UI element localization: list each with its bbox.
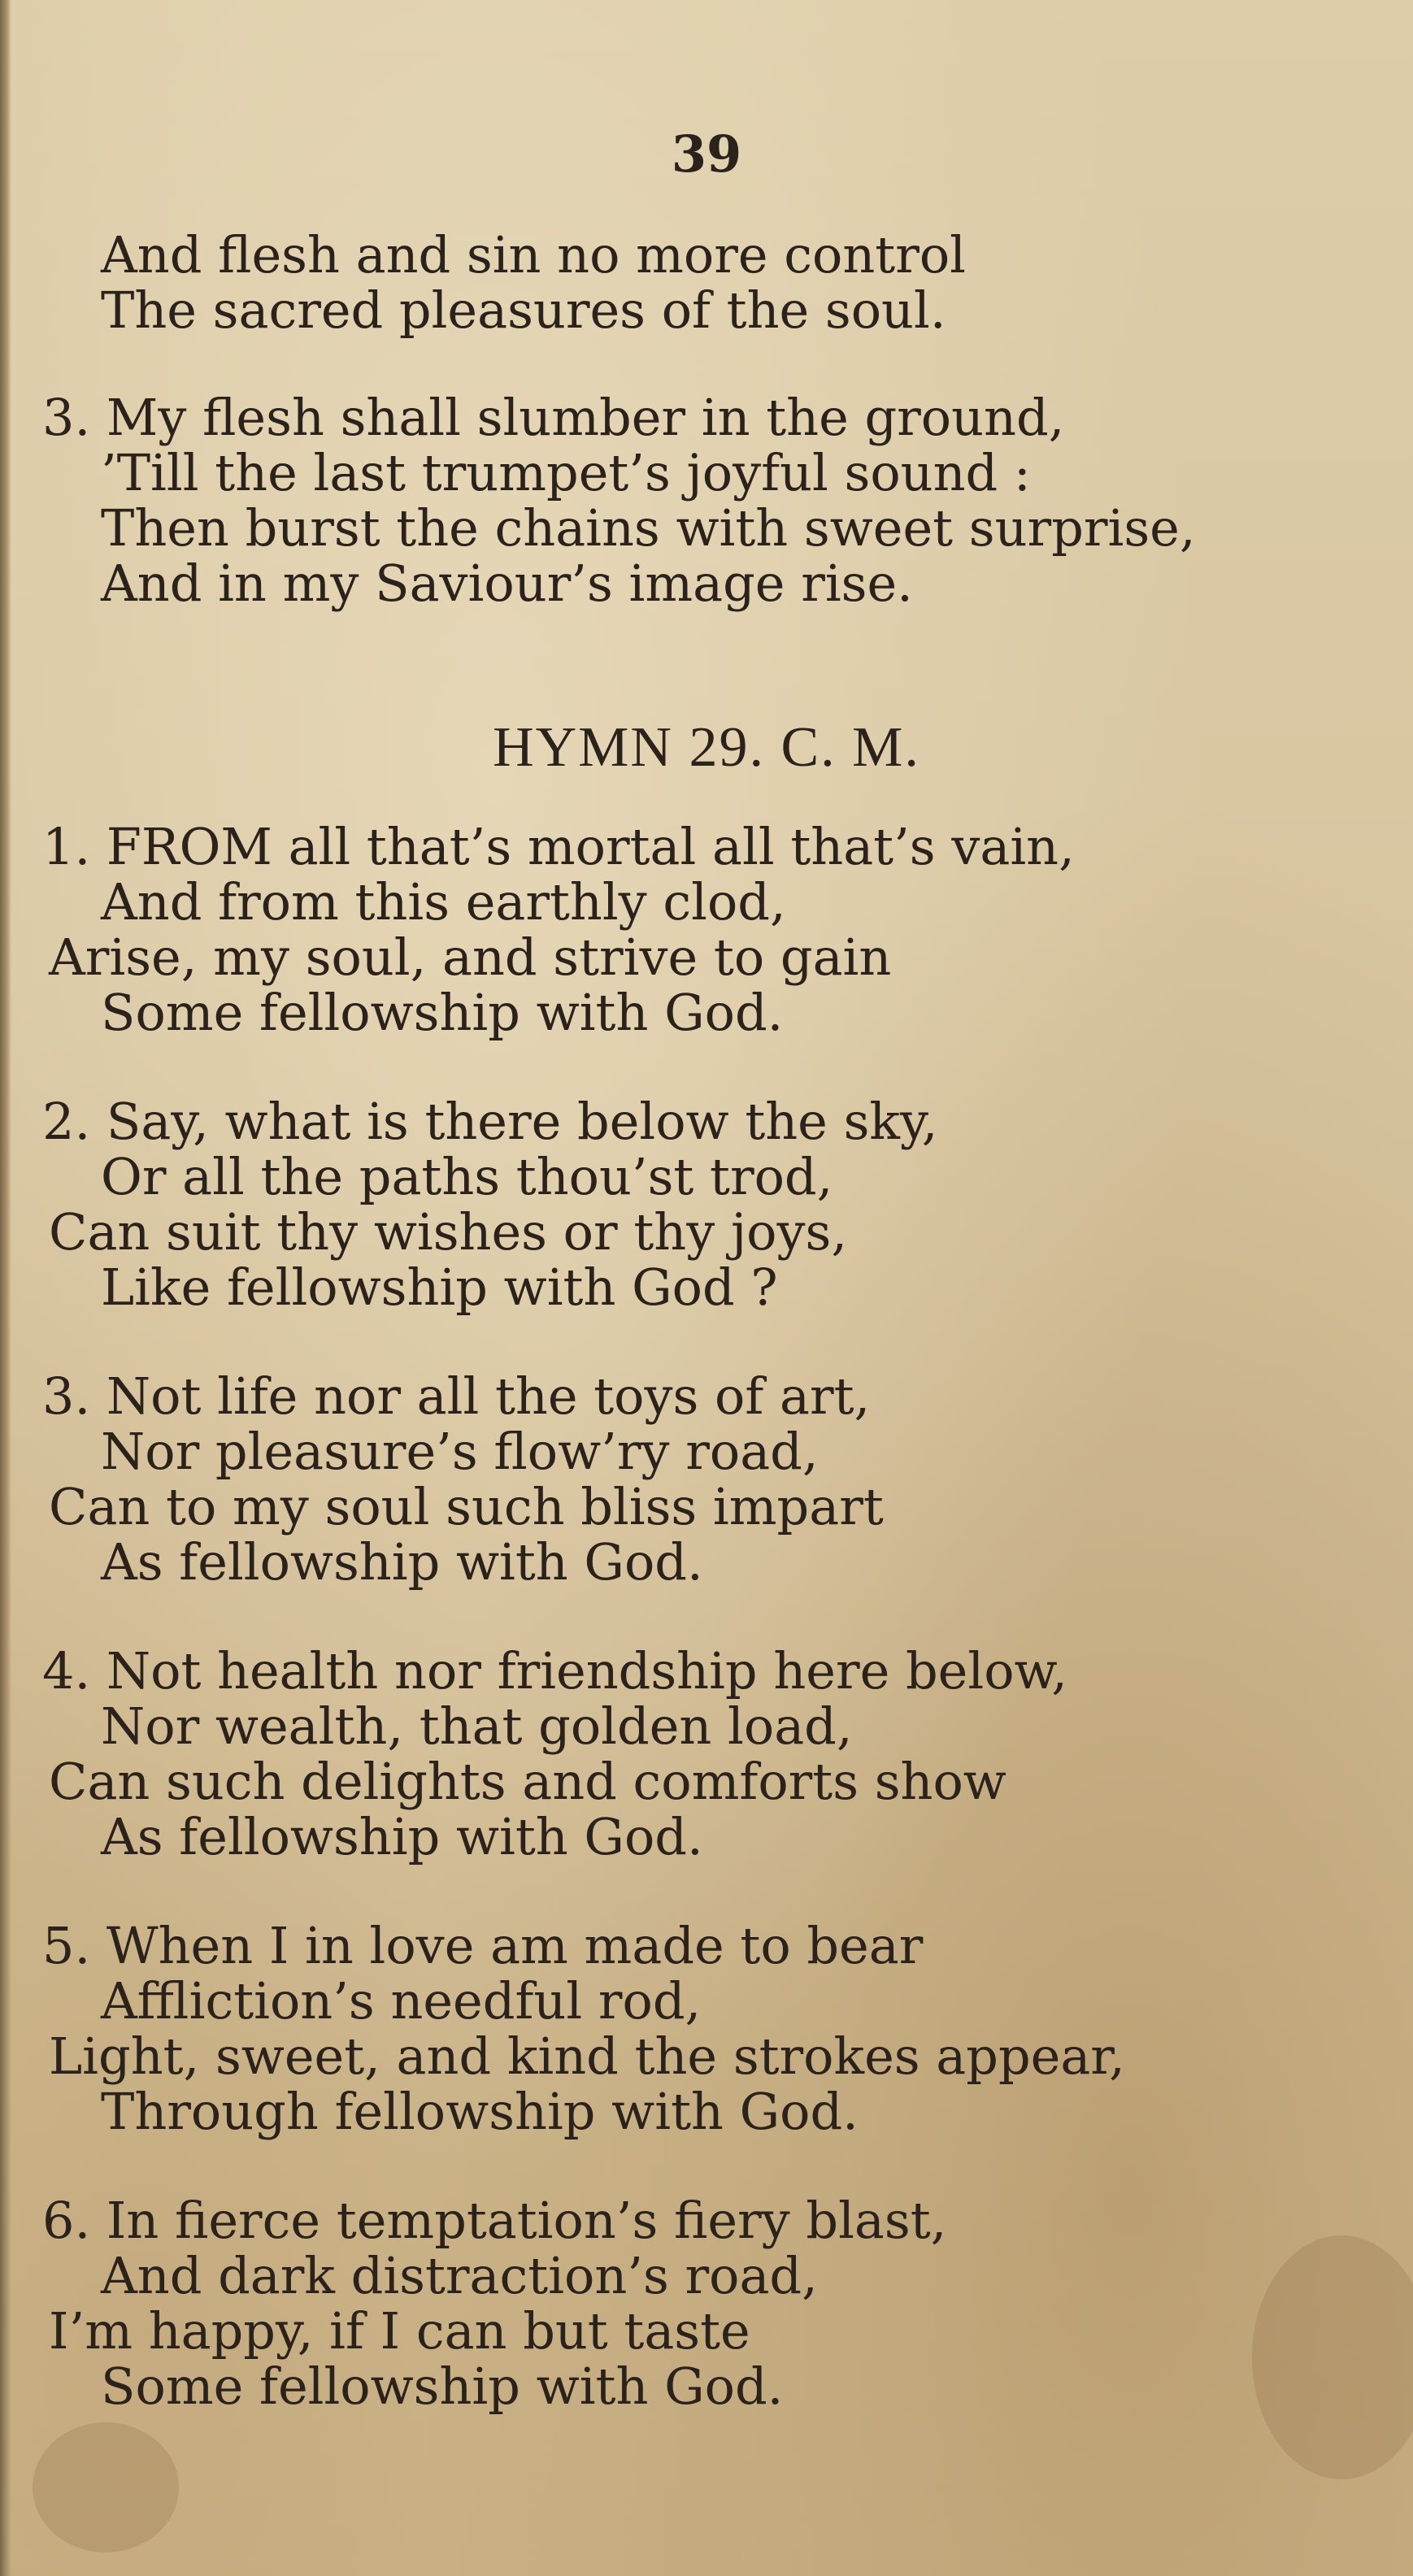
verse-line: Some fellowship with God. (101, 983, 784, 1042)
verse-line: Through fellowship with God. (101, 2082, 859, 2141)
verse-line: ’Till the last trumpet’s joyful sound : (101, 443, 1031, 502)
verse-line: And from this earthly clod, (101, 872, 786, 932)
verse-line: Or all the paths thou’st trod, (101, 1147, 833, 1206)
verse-line: Nor pleasure’s flow’ry road, (101, 1422, 819, 1481)
page-number: 39 (671, 124, 742, 184)
verse-line: Then burst the chains with sweet surprise, (101, 498, 1196, 558)
verse-line: And in my Saviour’s image rise. (101, 554, 913, 613)
verse-line: 5. When I in love am made to bear (42, 1916, 924, 1975)
verse-line: 4. Not health nor friendship here below, (42, 1641, 1067, 1701)
page-spine-edge (0, 0, 11, 2576)
verse-line: As fellowship with God. (101, 1532, 703, 1592)
verse-line: 2. Say, what is there below the sky, (42, 1092, 938, 1151)
verse-line: 3. Not life nor all the toys of art, (42, 1366, 871, 1426)
verse-line: And dark distraction’s road, (101, 2246, 818, 2305)
verse-line: Like fellowship with God ? (101, 1258, 778, 1317)
verse-line: Nor wealth, that golden load, (101, 1696, 853, 1756)
verse-line: Can such delights and comforts show (49, 1752, 1006, 1811)
verse-line: Can to my soul such bliss impart (49, 1477, 884, 1536)
verse-line: Light, sweet, and kind the strokes appear, (49, 2026, 1125, 2086)
verse-line: 6. In fierce temptation’s fiery blast, (42, 2191, 947, 2250)
verse-line: Arise, my soul, and strive to gain (49, 927, 892, 987)
verse-line: Some fellowship with God. (101, 2357, 784, 2416)
verse-line: 3. My flesh shall slumber in the ground, (42, 388, 1065, 447)
verse-line: Affliction’s needful rod, (101, 1971, 702, 2031)
page-stain (33, 2422, 179, 2552)
page-stain (1252, 2235, 1413, 2479)
verse-line: The sacred pleasures of the soul. (101, 280, 946, 340)
verse-line: And flesh and sin no more control (101, 225, 966, 285)
hymn-title: HYMN 29. C. M. (493, 716, 920, 779)
verse-line: Can suit thy wishes or thy joys, (49, 1202, 848, 1262)
verse-line: 1. FROM all that’s mortal all that’s vain, (42, 817, 1075, 876)
verse-line: As fellowship with God. (101, 1807, 703, 1866)
verse-line: I’m happy, if I can but taste (49, 2301, 750, 2361)
